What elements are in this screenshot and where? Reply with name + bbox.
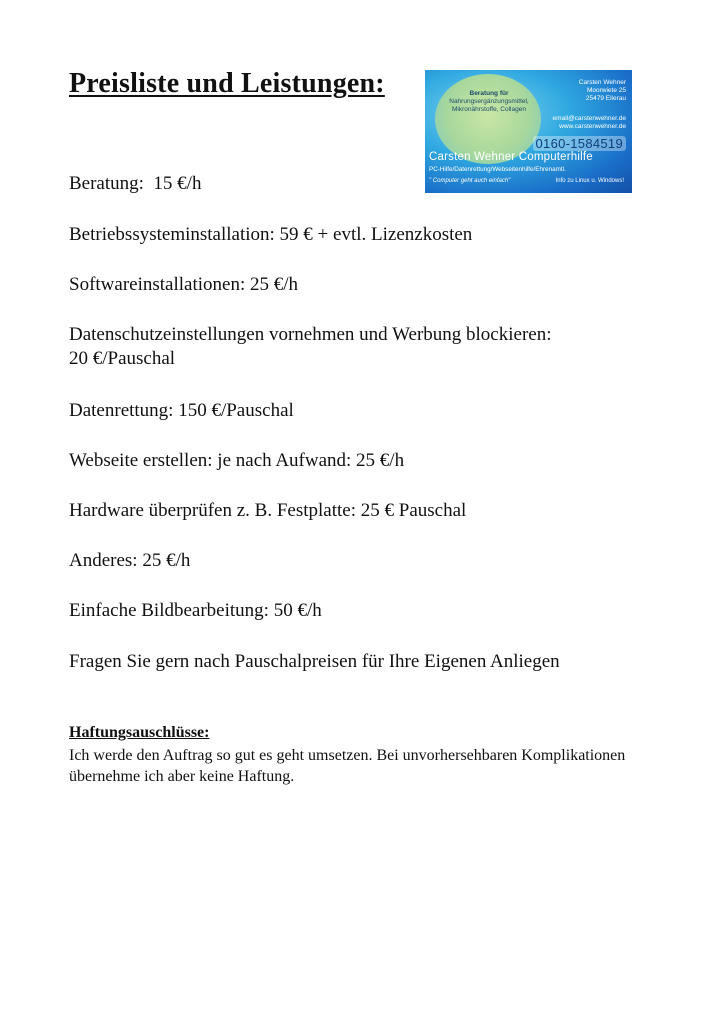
price-item: Anderes: 25 €/h	[69, 550, 191, 571]
price-item: Datenrettung: 150 €/Pauschal	[69, 400, 294, 421]
price-item: Beratung: 15 €/h	[69, 173, 202, 194]
price-item: Fragen Sie gern nach Pauschalpreisen für Ihre Eigenen Anliegen	[69, 651, 560, 672]
price-item: Webseite erstellen: je nach Aufwand: 25 €/h	[69, 450, 405, 471]
card-circle-heading: Beratung für	[469, 90, 509, 97]
card-brand: Carsten Wehner Computerhilfe	[429, 151, 593, 163]
disclaimer-heading: Haftungsauschlüsse:	[69, 724, 210, 741]
card-email: email@carstenwehner.de	[552, 115, 626, 122]
card-city: 25479 Ellerau	[585, 95, 626, 102]
price-item: Einfache Bildbearbeitung: 50 €/h	[69, 600, 322, 621]
card-circle-text	[443, 90, 535, 114]
card-street: Moorwiete 25	[586, 87, 626, 94]
page-title: Preisliste und Leistungen:	[69, 68, 385, 99]
card-slogan: " Computer geht auch einfach"	[429, 178, 511, 184]
card-services: PC-Hilfe/Datenrettung/Webseitenhilfe/Ehrenamtl.	[429, 166, 566, 173]
price-item: Betriebssysteminstallation: 59 € + evtl. Lizenzkosten	[69, 224, 473, 245]
card-name: Carsten Wehner	[578, 79, 626, 86]
disclaimer-text: Ich werde den Auftrag so gut es geht umsetzen. Bei unvorhersehbaren Komplikationen übernehme ich aber keine Haftung.	[69, 747, 626, 785]
price-item: Datenschutzeinstellungen vornehmen und Werbung blockieren: 20 €/Pauschal	[69, 324, 552, 369]
card-contact-block	[536, 79, 626, 131]
card-info: Info zu Linux u. Windows!	[555, 178, 624, 184]
card-circle-body: Nahrungsergänzungsmittel, Mikronährstoffe, Collagen	[449, 98, 529, 113]
card-phone: 0160-1584519	[533, 136, 626, 151]
price-item: Softwareinstallationen: 25 €/h	[69, 274, 299, 295]
card-website: www.carstenwehner.de	[559, 123, 626, 130]
price-item: Hardware überprüfen z. B. Festplatte: 25 € Pauschal	[69, 500, 467, 521]
